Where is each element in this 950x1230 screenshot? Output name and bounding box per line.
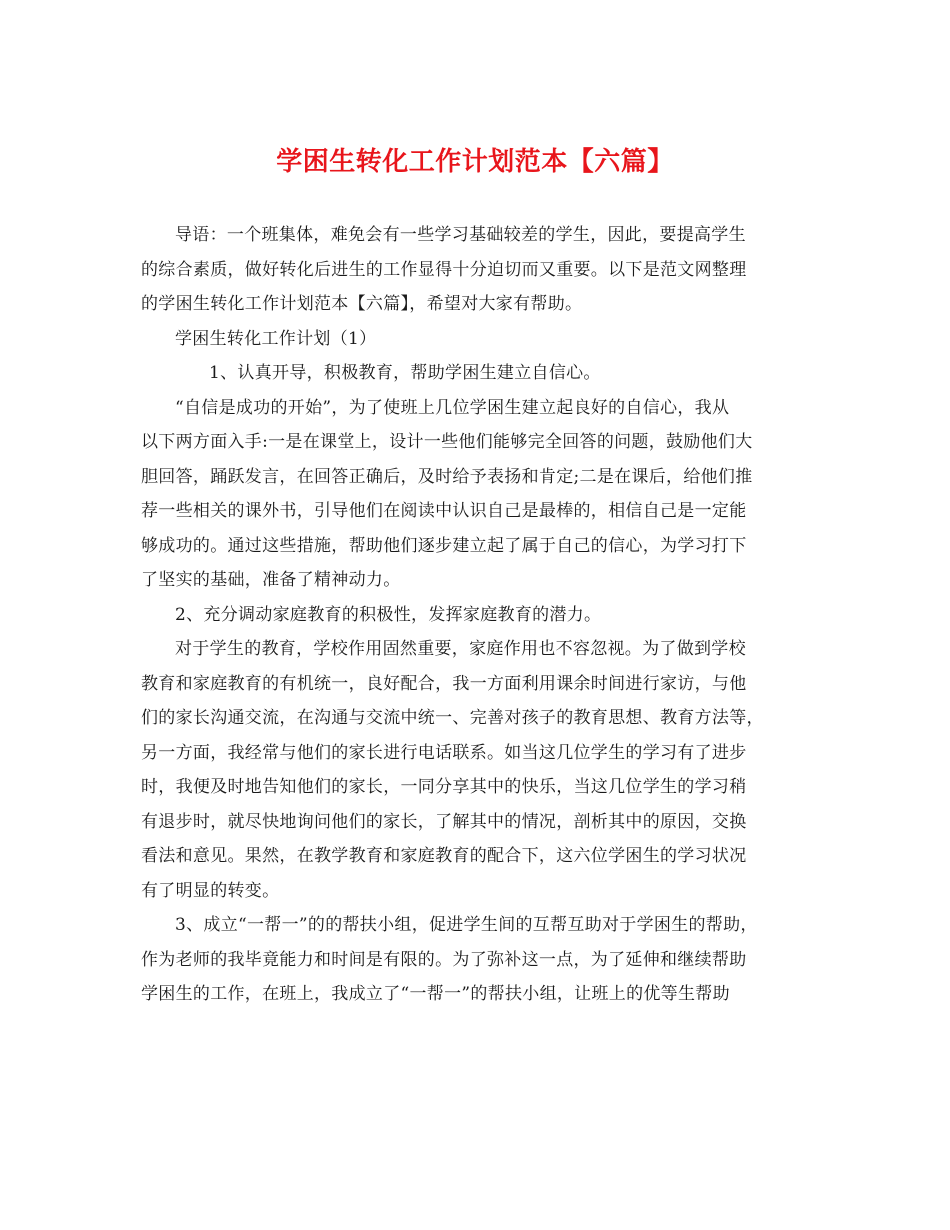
paragraph-line: 学困生的工作，在班上，我成立了“一帮一”的帮扶小组，让班上的优等生帮助	[141, 984, 730, 1004]
section-heading: 学困生转化工作计划（1）	[175, 328, 377, 349]
paragraph-line: “自信是成功的开始”，为了使班上几位学困生建立起良好的自信心，我从	[175, 397, 730, 418]
intro-line-3: 的学困生转化工作计划范本【六篇】，希望对大家有帮助。	[141, 294, 583, 314]
paragraph-line: 教育和家庭教育的有机统一，良好配合，我一方面利用课余时间进行家访，与他	[141, 673, 747, 694]
paragraph-line: 以下两方面入手:一是在课堂上，设计一些他们能够完全回答的问题，鼓励他们大	[141, 432, 753, 452]
paragraph-line: 够成功的。通过这些措施，帮助他们逐步建立起了属于自己的信心，为学习打下	[141, 535, 747, 556]
paragraph-line: 作为老师的我毕竟能力和时间是有限的。为了弥补这一点，为了延伸和继续帮助	[141, 949, 747, 970]
document-title: 学困生转化工作计划范本【六篇】	[276, 147, 674, 177]
paragraph-line: 另一方面，我经常与他们的家长进行电话联系。如当这几位学生的学习有了进步	[141, 742, 747, 763]
intro-line-2: 的综合素质，做好转化后进生的工作显得十分迫切而又重要。以下是范文网整理	[141, 259, 747, 280]
paragraph-line: 时，我便及时地告知他们的家长，一同分享其中的快乐，当这几位学生的学习稍	[141, 777, 747, 797]
point-2-heading: 2、充分调动家庭教育的积极性，发挥家庭教育的潜力。	[175, 604, 602, 625]
paragraph-line: 们的家长沟通交流，在沟通与交流中统一、完善对孩子的教育思想、教育方法等，	[141, 708, 764, 728]
paragraph-line: 有退步时，就尽快地询问他们的家长，了解其中的情况，剖析其中的原因，交换	[141, 811, 747, 832]
paragraph-line: 荐一些相关的课外书，引导他们在阅读中认识自己是最棒的，相信自己是一定能	[141, 501, 747, 521]
paragraph-line: 了坚实的基础，准备了精神动力。	[141, 570, 401, 590]
paragraph-line: 看法和意见。果然，在教学教育和家庭教育的配合下，这六位学困生的学习状况	[141, 846, 747, 866]
point-3-heading: 3、成立“一帮一”的的帮扶小组，促进学生间的互帮互助对于学困生的帮助，	[175, 915, 758, 935]
paragraph-line: 对于学生的教育，学校作用固然重要，家庭作用也不容忽视。为了做到学校	[175, 639, 746, 659]
point-1-heading: 1、认真开导，积极教育，帮助学困生建立自信心。	[209, 363, 601, 383]
document-body	[141, 218, 811, 1012]
intro-line-1: 导语：一个班集体，难免会有一些学习基础较差的学生，因此，要提高学生	[175, 225, 746, 245]
paragraph-line: 有了明显的转变。	[141, 880, 280, 901]
paragraph-line: 胆回答，踊跃发言，在回答正确后，及时给予表扬和肯定;二是在课后，给他们推	[141, 466, 753, 487]
